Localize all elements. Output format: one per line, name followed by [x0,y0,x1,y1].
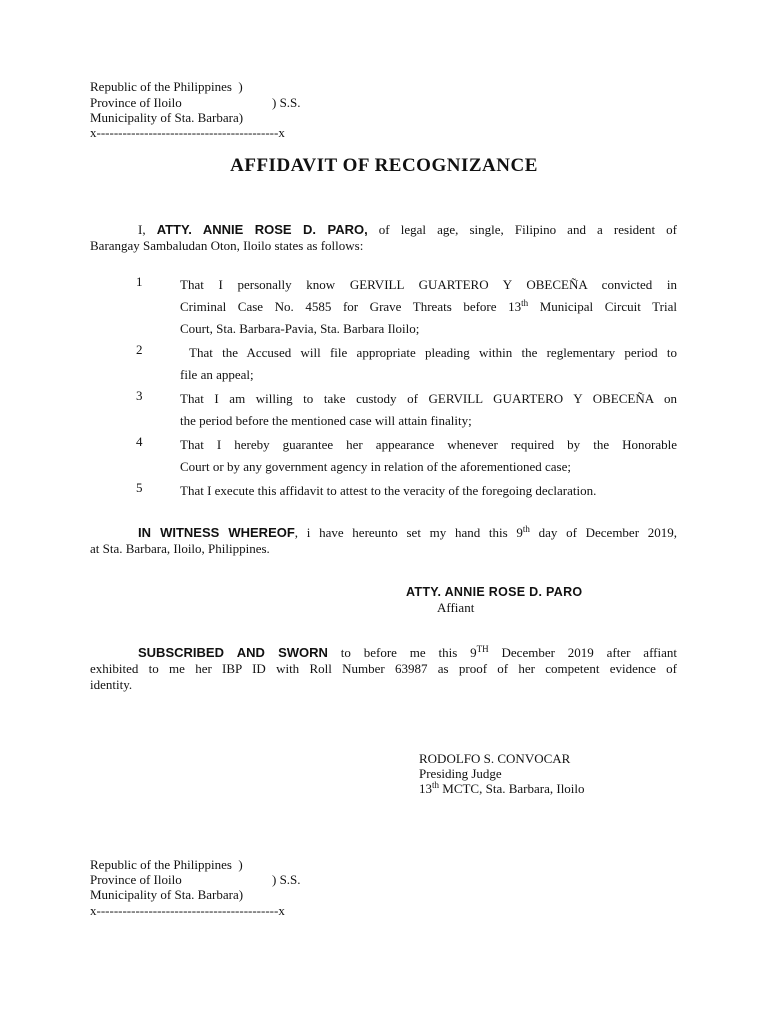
item-4-line-1: That I hereby guarantee her appearance whenever required by the Honorable [180,437,677,452]
venue-divider-bottom: x------------------------------------------x [90,903,285,918]
jurat-text-line-3: identity. [90,677,133,692]
witness-sup: th [522,524,530,534]
venue-republic-bottom: Republic of the Philippines ) [90,857,243,872]
item-1-sup: th [521,298,529,308]
item-2-line-1: That the Accused will file appropriate pleading within the reglementary period to [180,345,677,360]
item-2 [180,342,677,386]
witness-paragraph [90,525,677,557]
item-1 [180,274,677,340]
witness-text-line-2: at Sta. Barbara, Iloilo, Philippines. [90,541,270,556]
intro-prefix: I, [138,222,157,237]
item-number-1: 1 [136,274,143,289]
item-2-line-2: file an appeal; [180,367,254,382]
affiant-name-inline: ATTY. ANNIE ROSE D. PARO, [156,222,368,237]
affiant-signature-name: ATTY. ANNIE ROSE D. PARO [406,585,583,599]
witness-text-1: , i have hereunto set my hand this 9 [294,525,523,540]
item-1-line-2 [180,296,677,318]
item-1-line-1: That I personally know GERVILL GUARTERO Y OBECEÑA convicted in [180,277,677,292]
judge-court-number: 13 [419,781,432,796]
item-3-line-2: the period before the mentioned case will attain finality; [180,413,472,428]
witness-text-2: day of December 2019, [529,525,677,540]
judge-title: Presiding Judge [419,766,502,781]
affiant-label: Affiant [437,600,475,615]
item-5 [180,480,677,502]
item-number-3: 3 [136,388,143,403]
jurat-paragraph [90,645,677,693]
venue-ss: ) S.S. [272,95,301,110]
judge-court-name: MCTC, Sta. Barbara, Iloilo [439,781,585,796]
venue-municipality-bottom: Municipality of Sta. Barbara) [90,887,244,902]
jurat-sup: TH [476,644,489,654]
jurat-text-line-2: exhibited to me her IBP ID with Roll Number 63987 as proof of her competent evidence of [90,661,677,676]
venue-republic: Republic of the Philippines ) [90,79,243,94]
jurat-heading: SUBSCRIBED AND SWORN [138,645,328,660]
item-5-line-1: That I execute this affidavit to attest to the veracity of the foregoing declaration. [180,483,597,498]
jurat-text-2: December 2019 after affiant [488,645,677,660]
venue-province-bottom: Province of Iloilo [90,872,182,887]
venue-divider: x------------------------------------------x [90,125,285,140]
venue-municipality: Municipality of Sta. Barbara) [90,110,244,125]
document-title: AFFIDAVIT OF RECOGNIZANCE [230,155,538,176]
judge-name: RODOLFO S. CONVOCAR [419,751,571,766]
venue-province: Province of Iloilo [90,95,182,110]
item-number-5: 5 [136,480,143,495]
item-3 [180,388,677,432]
item-1-case-text: Criminal Case No. 4585 for Grave Threats before 13 [180,299,522,314]
item-1-line-3: Court, Sta. Barbara-Pavia, Sta. Barbara Iloilo; [180,321,420,336]
intro-text-2: Barangay Sambaludan Oton, Iloilo states as follows: [90,238,364,253]
judge-court [419,781,585,796]
intro-paragraph [90,222,677,254]
witness-heading: IN WITNESS WHEREOF [138,525,295,540]
item-number-4: 4 [136,434,143,449]
item-4-line-2: Court or by any government agency in relation of the aforementioned case; [180,459,571,474]
item-1-court-text: Municipal Circuit Trial [528,299,677,314]
item-4 [180,434,677,478]
jurat-text-1: to before me this 9 [327,645,477,660]
item-number-2: 2 [136,342,143,357]
item-3-line-1: That I am willing to take custody of GERVILL GUARTERO Y OBECEÑA on [180,391,677,406]
venue-ss-bottom: ) S.S. [272,872,301,887]
judge-court-sup: th [432,780,440,790]
intro-text-1: of legal age, single, Filipino and a resident of [367,222,677,237]
